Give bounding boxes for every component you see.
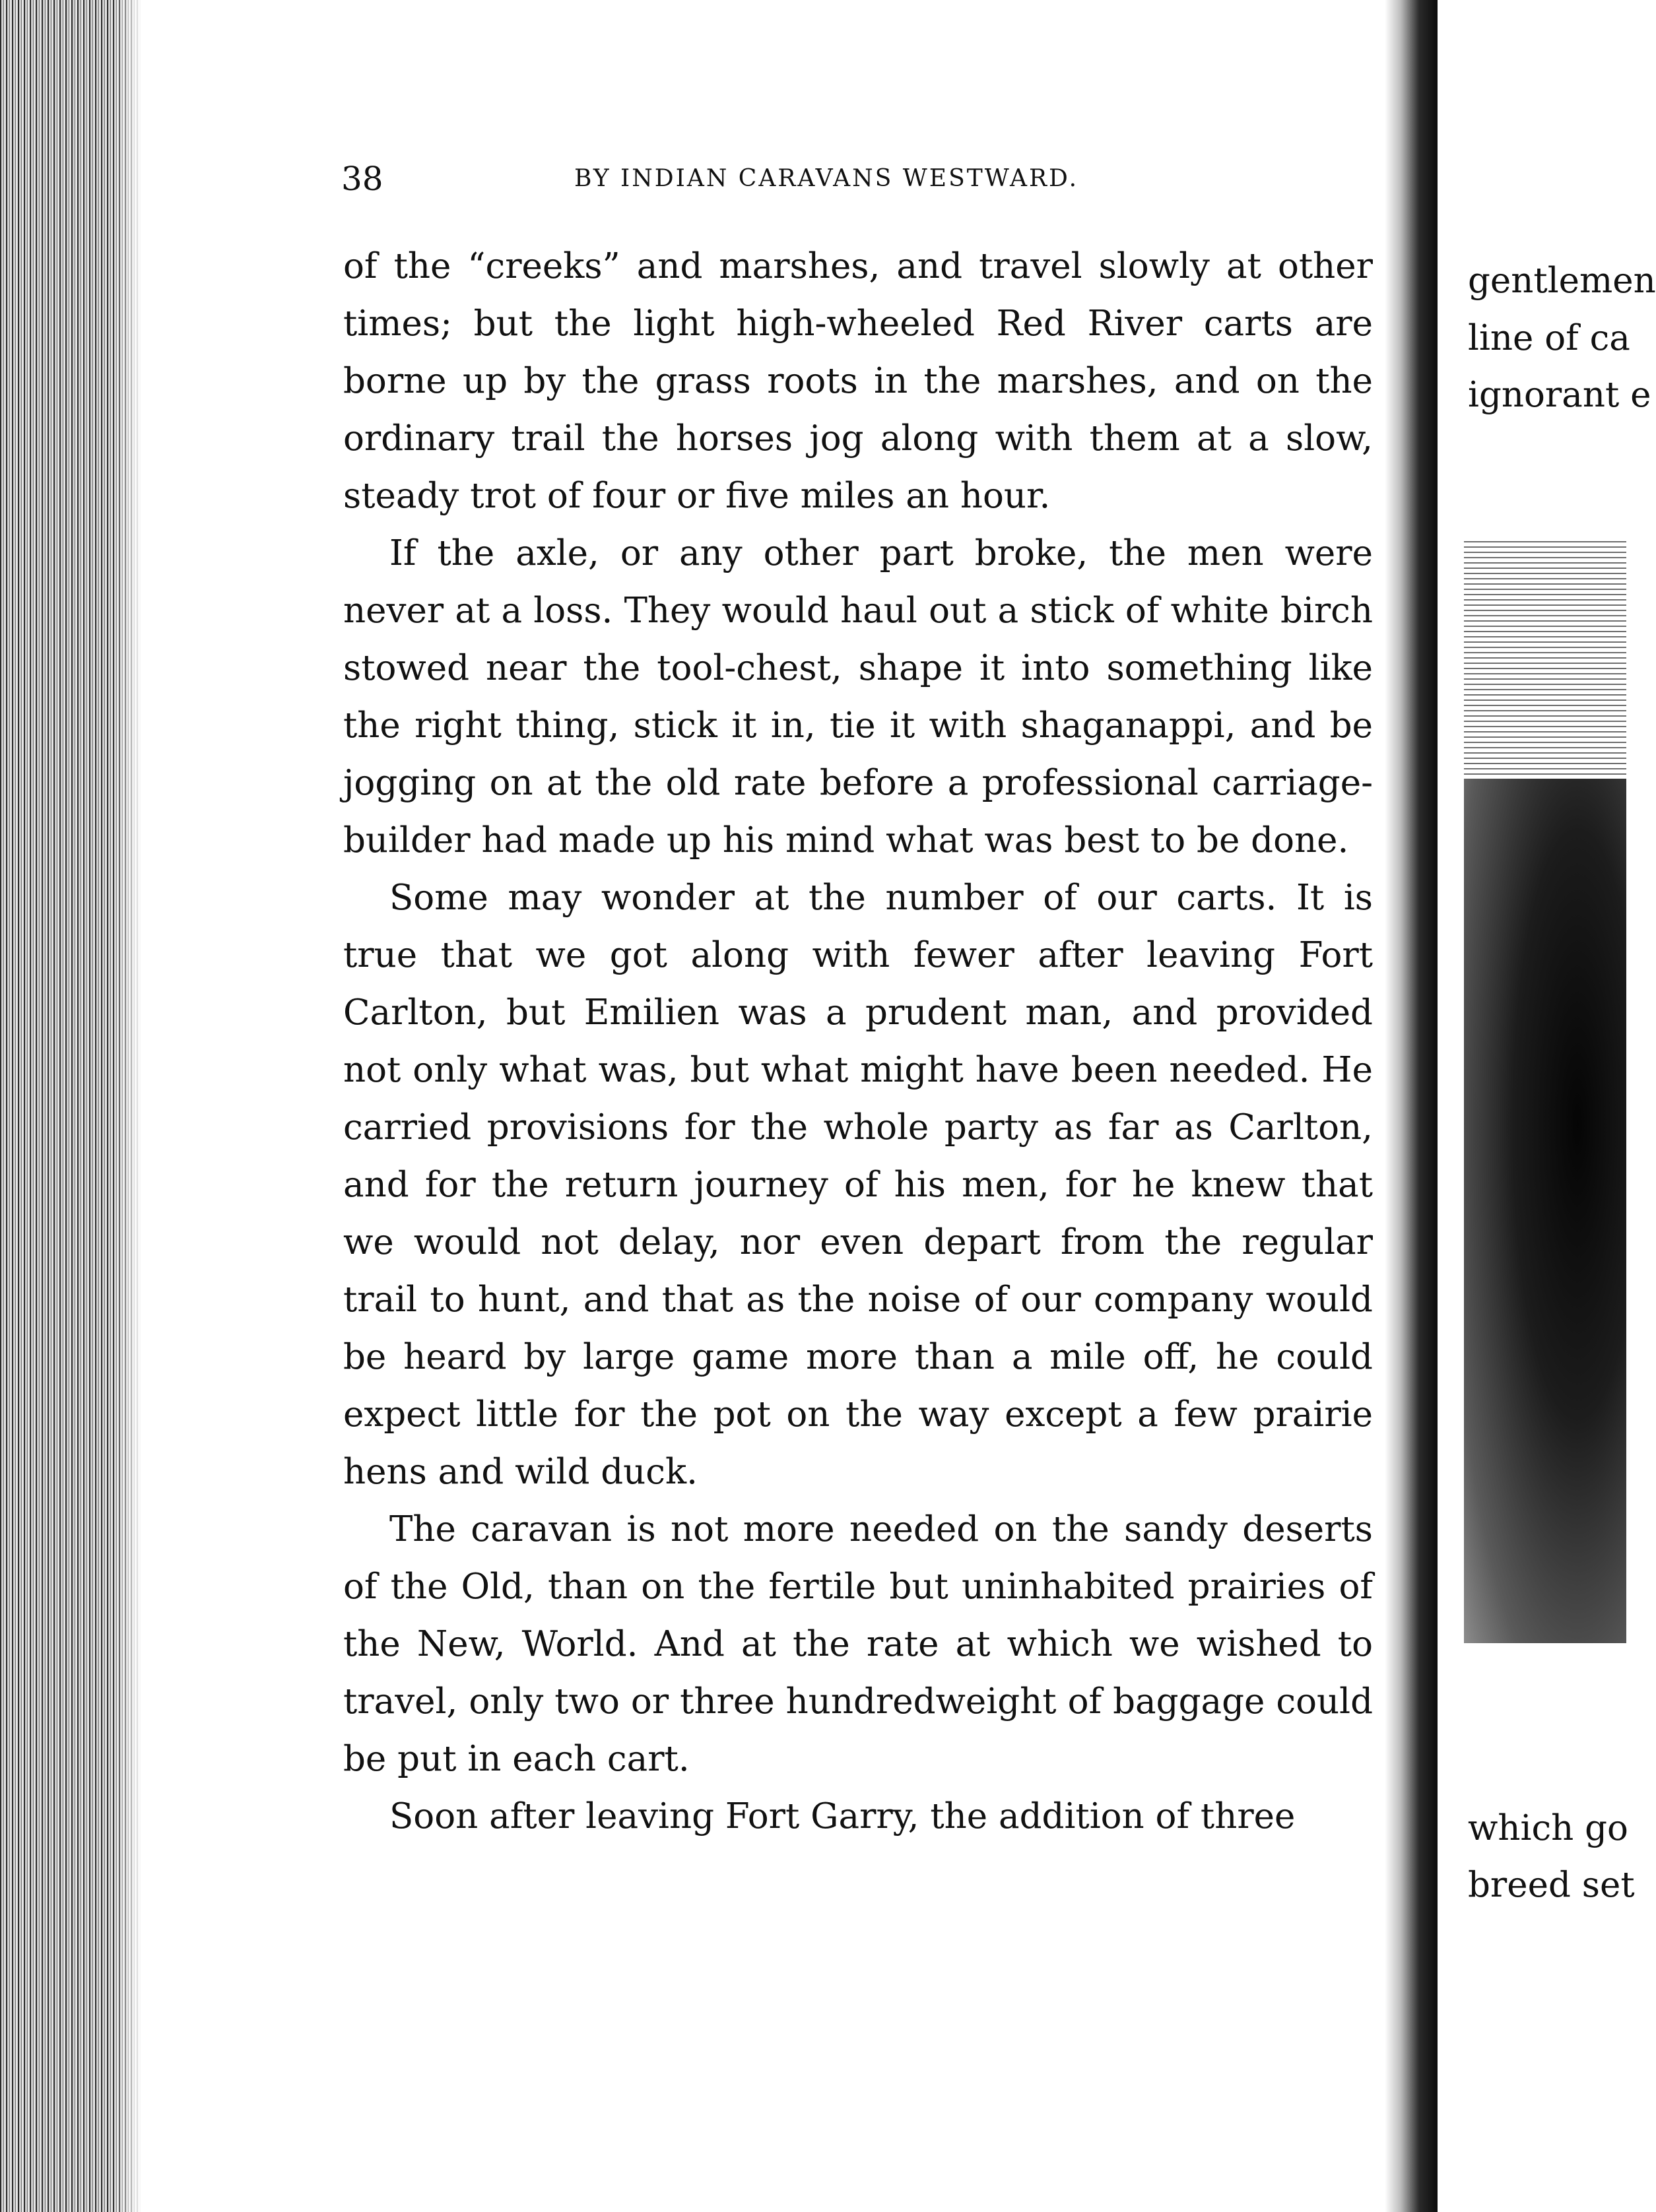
paragraph: of the “creeks” and marshes, and travel slowly at other times; but the light high-wheeled Red River carts are borne up by the grass roots in the marshes, and on the ordinary trail the horses jog along with them at a slow, steady trot of four or five miles an hour.: [343, 246, 1373, 516]
page-body: [343, 238, 1373, 1845]
facing-line: line of ca: [1468, 318, 1630, 358]
facing-line: breed set: [1468, 1865, 1635, 1905]
engraving-figure: [1464, 779, 1626, 1643]
facing-line: which go: [1468, 1808, 1628, 1848]
paragraph: Some may wonder at the number of our carts. It is true that we got along with fewer after leaving Fort Carlton, but Emilien was a prudent man, and provided not only what was, but what might have been needed. He carried provisions for the whole party as far as Carlton, and for the return journey of his men, for he knew that we would not delay, nor even depart from the regular trail to hunt, and that as the noise of our company would be heard by large game more than a mile off, he could expect little for the pot on the way except a few prairie hens and wild duck.: [343, 878, 1373, 1492]
paragraph: Soon after leaving Fort Garry, the addition of three: [389, 1796, 1296, 1837]
page-edges-fade: [112, 0, 142, 2212]
engraving-illustration: [1464, 541, 1626, 1643]
paragraph: If the axle, or any other part broke, the men were never at a loss. They would haul out a stick of white birch stowed near the tool-chest, shape it into something like the right thing, stick it in, tie it with shaganappi, and be jogging on at the old rate before a professional carriage-builder had made up his mind what was best to be done.: [343, 533, 1373, 861]
facing-line: ignorant e: [1468, 375, 1651, 415]
facing-line: gentlemen: [1468, 261, 1656, 301]
running-title: BY INDIAN CARAVANS WESTWARD.: [574, 165, 1079, 192]
book-gutter: [1385, 0, 1438, 2212]
facing-page: [1438, 0, 1656, 2212]
page-number: 38: [341, 160, 383, 198]
paragraph: The caravan is not more needed on the sandy deserts of the Old, than on the fertile but uninhabited prairies of the New, World. And at the rate at which we wished to travel, only two or three hundredweight of baggage could be put in each cart.: [343, 1509, 1373, 1779]
